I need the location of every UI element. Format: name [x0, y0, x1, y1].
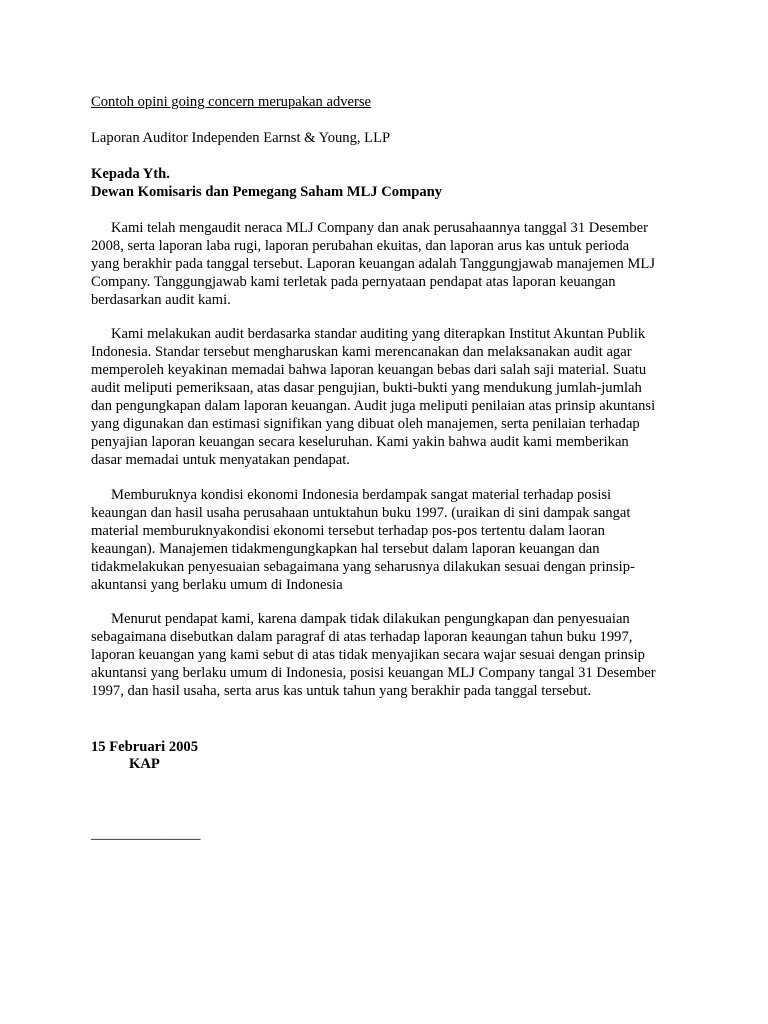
addressee-line-1: Kepada Yth. [91, 166, 170, 182]
signatory: KAP [129, 756, 160, 772]
paragraph-1: Kami telah mengaudit neraca MLJ Company dan anak perusahaannya tanggal 31 Desember 2008, serta laporan laba rugi, laporan perubahan ekuitas, dan laporan arus kas untuk perioda yang berakhir pada tanggal tersebut. Laporan keuangan adalah Tanggungjawab manajemen MLJ Company. Tanggungjawab kami terletak pada pernyataan pendapat atas laporan keuangan berdasarkan audit kami. [91, 220, 656, 308]
paragraph-2: Kami melakukan audit berdasarka standar auditing yang diterapkan Institut Akuntan Publik Indonesia. Standar tersebut mengharuskan kami merencanakan dan melaksanakan audit agar memperoleh keyakinan memadai bahwa laporan keuangan bebas dari salah saji material. Suatu audit meliputi pemeriksaan, atas dasar pengujian, bukti-bukti yang mendukung jumlah-jumlah dan pengungkapan dalam laporan keuangan. Audit juga meliputi penilaian atas prinsip akuntansi yang digunakan dan estimasi signifikan yang dibuat oleh manajemen, serta penilaian terhadap penyajian laporan keuangan secara keseluruhan. Kami yakin bahwa audit kami memberikan dasar memadai untuk menyatakan pendapat. [91, 326, 656, 468]
paragraph-4: Menurut pendapat kami, karena dampak tidak dilakukan pengungkapan dan penyesuaian sebagaimana disebutkan dalam paragraf di atas terhadap laporan keaungan tahun buku 1997, laporan keuangan yang kami sebut di atas tidak menyajikan secara wajar sesuai dengan prinsip akuntansi yang berlaku umum di Indonesia, posisi keuangan MLJ Company tangal 31 Desember 1997, dan hasil usaha, serta arus kas untuk tahun yang berakhir pada tanggal tersebut. [91, 611, 656, 699]
paragraph-3: Memburuknya kondisi ekonomi Indonesia berdampak sangat material terhadap posisi keaungan dan hasil usaha perusahaan untuktahun buku 1997. (uraikan di sini dampak sangat material memburuknyakondisi ekonomi tersebut terhadap pos-pos tertentu dalam laoran keaungan). Manajemen tidakmengungkapkan hal tersebut dalam laporan keuangan dan tidakmelakukan penyesuaian sebagaimana yang seharusnya dilakukan sesuai dengan prinsip-akuntansi yang berlaku umum di Indonesia [91, 487, 635, 593]
report-date: 15 Februari 2005 [91, 739, 199, 755]
document-title: Contoh opini going concern merupakan adverse [91, 94, 372, 110]
signature-line: _______________ [91, 826, 201, 842]
addressee-line-2: Dewan Komisaris dan Pemegang Saham MLJ Company [91, 184, 443, 200]
report-title: Laporan Auditor Independen Earnst & Young, LLP [91, 130, 391, 146]
